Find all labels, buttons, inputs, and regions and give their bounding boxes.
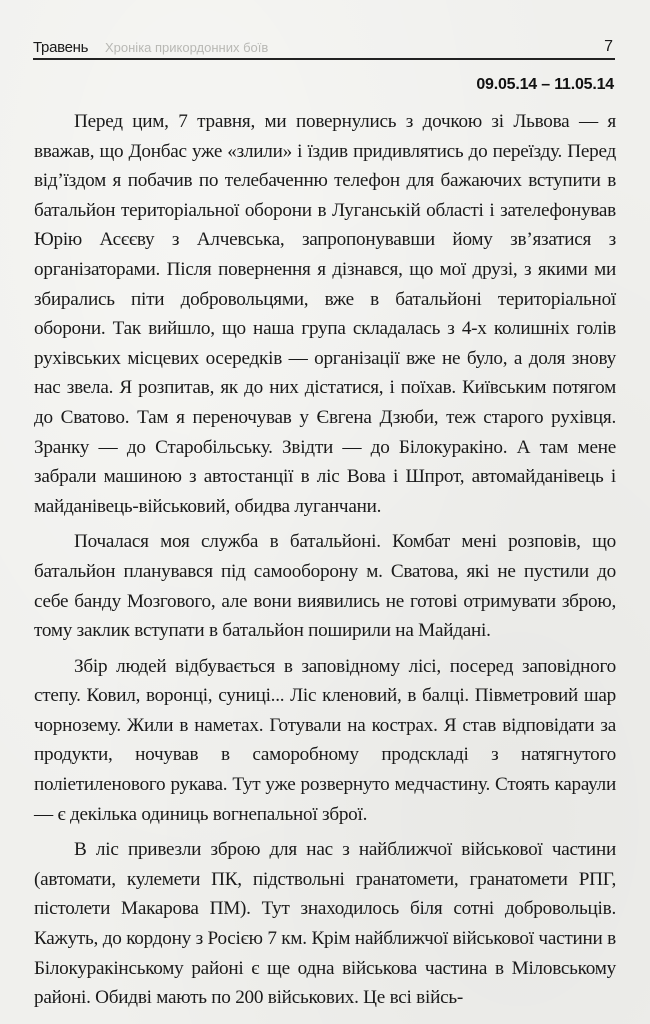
page-number: 7	[604, 38, 613, 55]
entry-body	[34, 107, 616, 1013]
section-title: Травень	[33, 39, 89, 56]
running-header	[33, 32, 615, 60]
bleed-through-text: Хроніка прикордонних боїв	[105, 40, 269, 55]
entry-date-range: 09.05.14 – 11.05.14	[476, 76, 614, 93]
paragraph: Збір людей відбувається в заповідному лісі, посеред заповідного степу. Ковил, воронці, суниці... Ліс кленовий, в балці. Півметровий шар чорнозему. Жили в наметах. Готували на кострах. Я став відповідати за продукти, ночував в саморобному продскладі з натягнутого поліетиленового рукава. Тут уже розвернуто медчастину. Стоять караули — є декілька одиниць вогнепальної зброї.	[34, 655, 616, 825]
paragraph: Перед цим, 7 травня, ми повернулись з дочкою зі Львова — я вважав, що Донбас уже «злили» і їздив придивлятись до переїзду. Перед від’їздом я побачив по телебаченню телефон для бажаючих вступити в батальйон територіальної оборони в Луганській області і зателефонував Юрію Асєєву з Алчевська, запропонувавши йому зв’язатися з організаторами. Після повернення я дізнався, що мої друзі, з якими ми збирались піти добровольцями, вже в батальйоні територіальної оборони. Так вийшло, що наша група складалась з 4-х колишніх голів рухівських місцевих осередків — організації вже не було, а доля знову нас звела. Я розпитав, як до них дістатися, і поїхав. Київським потягом до Сватово. Там я переночував у Євгена Дзюби, теж старого рухівця. Зранку — до Старобільську. Звідти — до Білокуракіно. А там мене забрали машиною з автостанції в ліс Вова і Шпрот, автомайданівець і майданівець-військовий, обидва луганчани.	[34, 111, 616, 517]
paragraph: Почалася моя служба в батальйоні. Комбат мені розповів, що батальйон планувався під самооборону м. Сватова, які не пустили до себе банду Мозгового, але вони виявились не готові отримувати зброю, тому заклик вступати в батальйон поширили на Майдані.	[34, 531, 616, 642]
paragraph: В ліс привезли зброю для нас з найближчої військової частини (автомати, кулемети ПК, підствольні гранатомети, гранатомети РПГ, пістолети Макарова ПМ). Тут знаходилось біля сотні добровольців. Кажуть, до кордону з Росією 7 км. Крім найближчої військової частини в Білокуракінському районі є ще одна військова частина в Міловському районі. Обидві мають по 200 військових. Це всі війсь-	[34, 839, 616, 1009]
